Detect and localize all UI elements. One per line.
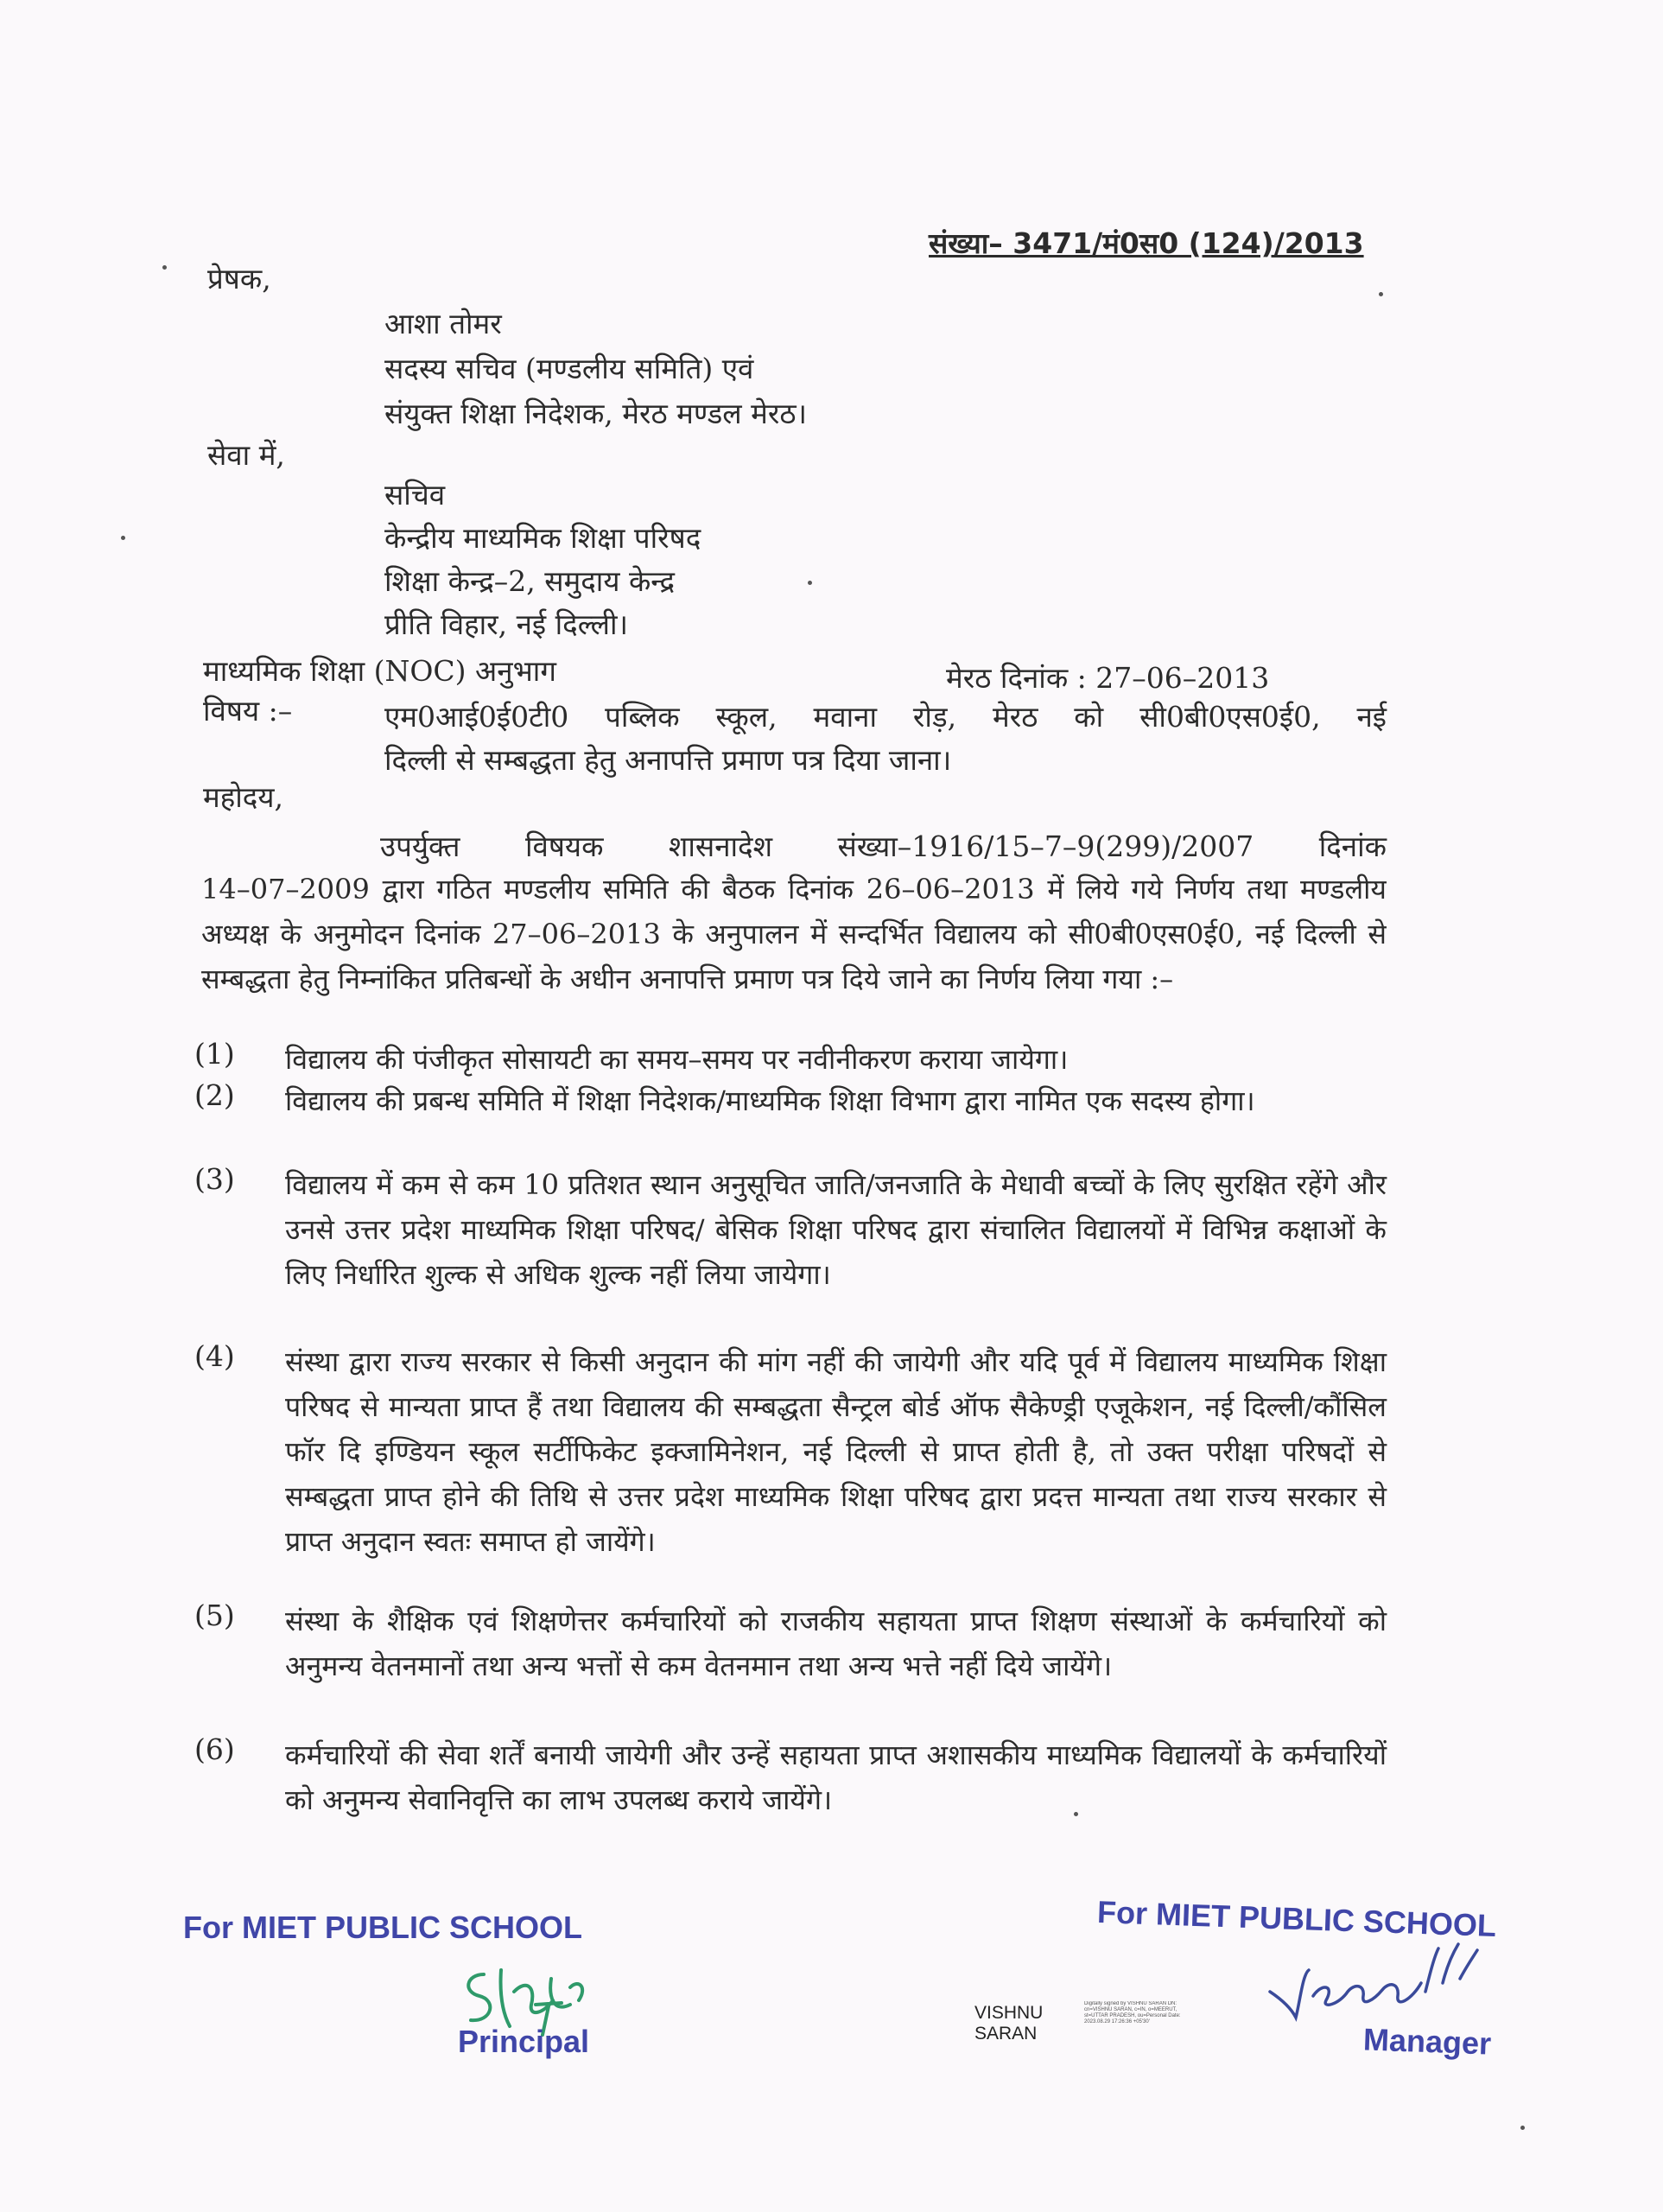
- condition-number: (1): [194, 1037, 235, 1071]
- principal-stamp-org: For MIET PUBLIC SCHOOL: [183, 1910, 582, 1945]
- body-paragraph: 14–07–2009 द्वारा गठित मण्डलीय समिति की बैठक दिनांक 26–06–2013 में लिये गये निर्णय तथा मण्डलीय अध्यक्ष के अनुमोदन दिनांक 27–06–2013 के अनुपालन में सन्दर्भित विद्यालय को सी0बी0एस0ई0, नई दिल्ली से सम्बद्धता हेतु निम्नांकित प्रतिबन्धों के अधीन अनापत्ति प्रमाण पत्र दिये जाने का निर्णय लिया गया :–: [201, 873, 1387, 995]
- reference-number: संख्या– 3471/मं0स0 (124)/2013: [929, 226, 1364, 260]
- digital-signer-first-name: VISHNU: [974, 2003, 1044, 2023]
- condition-number: (4): [194, 1339, 235, 1373]
- condition-text: कर्मचारियों की सेवा शर्तें बनायी जायेगी और उन्हें सहायता प्राप्त अशासकीय माध्यमिक विद्यालयों के कर्मचारियों को अनुमन्य सेवानिवृत्ति का लाभ उपलब्ध कराये जायेंगे।: [285, 1738, 1387, 1816]
- subject-line-1: एम0आई0ई0टी0 पब्लिक स्कूल, मवाना रोड़, मेरठ को सी0बी0एस0ई0, नई: [384, 700, 1387, 734]
- recipient-line-4: प्रीति विहार, नई दिल्ली।: [384, 607, 629, 641]
- body-first-line: उपर्युक्त विषयक शासनादेश संख्या–1916/15–7–9(299)/2007 दिनांक: [380, 830, 1387, 863]
- condition-text: विद्यालय की प्रबन्ध समिति में शिक्षा निदेशक/माध्यमिक शिक्षा विभाग द्वारा नामित एक सदस्य होगा।: [285, 1084, 1255, 1117]
- section-name: माध्यमिक शिक्षा (NOC) अनुभाग: [203, 654, 556, 688]
- digital-signer-last-name: SARAN: [974, 2024, 1038, 2044]
- condition-text: संस्था द्वारा राज्य सरकार से किसी अनुदान की मांग नहीं की जायेगी और यदि पूर्व में विद्यालय माध्यमिक शिक्षा परिषद से मान्यता प्राप्त हैं तथा विद्यालय की सम्बद्धता सैन्ट्रल बोर्ड ऑफ सैकेण्ड्री एजूकेशन, नई दिल्ली/कौंसिल फॉर दि इण्डियन स्कूल सर्टीफिकेट इक्जामिनेशन, नई दिल्ली से प्राप्त होती है, तो उक्त परीक्षा परिषदों से सम्बद्धता प्राप्त होने की तिथि से उत्तर प्रदेश माध्यमिक शिक्षा परिषद द्वारा प्रदत्त मान्यता तथा राज्य सरकार से प्राप्त अनुदान स्वतः समाप्त हो जायेंगे।: [285, 1345, 1387, 1558]
- letter-date: मेरठ दिनांक : 27–06–2013: [946, 661, 1270, 695]
- scan-speck: [1074, 1812, 1078, 1816]
- sender-designation-1: सदस्य सचिव (मण्डलीय समिति) एवं: [384, 352, 754, 385]
- digital-signature-details: Digitally signed by VISHNU SARAN DN: cn=VISHNU SARAN, c=IN, o=MEERUT, st=UTTAR PRADESH, ou=Personal Date: 2023.08.29 17:26:36 +05'30': [1084, 2001, 1181, 2024]
- digital-signer-name: [974, 2003, 1043, 2044]
- recipient-line-3: शिक्षा केन्द्र–2, समुदाय केन्द्र: [384, 564, 676, 598]
- scan-speck: [1379, 292, 1383, 296]
- principal-stamp-role: Principal: [458, 2024, 590, 2059]
- scan-speck: [121, 536, 125, 540]
- condition-number: (3): [194, 1162, 235, 1196]
- subject-label: विषय :–: [203, 694, 293, 728]
- manager-stamp-org: For MIET PUBLIC SCHOOL: [1096, 1893, 1497, 1944]
- sender-label: प्रेषक,: [207, 262, 271, 296]
- condition-text: विद्यालय में कम से कम 10 प्रतिशत स्थान अनुसूचित जाति/जनजाति के मेधावी बच्चों के लिए सुरक्षित रहेंगे और उनसे उत्तर प्रदेश माध्यमिक शिक्षा परिषद/ बेसिक शिक्षा परिषद द्वारा संचालित विद्यालयों में विभिन्न कक्षाओं के लिए निर्धारित शुल्क से अधिक शुल्क नहीं लिया जायेगा।: [285, 1168, 1387, 1291]
- scan-speck: [1520, 2126, 1525, 2130]
- scan-speck: [162, 265, 167, 270]
- scan-speck: [808, 581, 812, 585]
- salutation: महोदय,: [203, 780, 283, 814]
- manager-signature: [1261, 1931, 1529, 2026]
- recipient-line-2: केन्द्रीय माध्यमिक शिक्षा परिषद: [384, 521, 701, 555]
- sender-name: आशा तोमर: [384, 307, 502, 340]
- manager-stamp-role: Manager: [1362, 2021, 1492, 2062]
- recipient-label: सेवा में,: [207, 438, 285, 472]
- recipient-line-1: सचिव: [384, 478, 446, 512]
- sender-designation-2: संयुक्त शिक्षा निदेशक, मेरठ मण्डल मेरठ।: [384, 397, 808, 430]
- condition-number: (5): [194, 1599, 235, 1632]
- condition-text: विद्यालय की पंजीकृत सोसायटी का समय–समय पर नवीनीकरण कराया जायेगा।: [285, 1043, 1069, 1076]
- condition-number: (2): [194, 1078, 235, 1112]
- condition-text: संस्था के शैक्षिक एवं शिक्षणेत्तर कर्मचारियों को राजकीय सहायता प्राप्त शिक्षण संस्थाओं के कर्मचारियों को अनुमन्य वेतनमानों तथा अन्य भत्तों से कम वेतनमान तथा अन्य भत्ते नहीं दिये जायेंगे।: [285, 1605, 1387, 1682]
- conditions-list: [194, 1037, 1387, 1815]
- condition-number: (6): [194, 1732, 235, 1766]
- subject-line-2: दिल्ली से सम्बद्धता हेतु अनापत्ति प्रमाण पत्र दिया जाना।: [384, 743, 952, 777]
